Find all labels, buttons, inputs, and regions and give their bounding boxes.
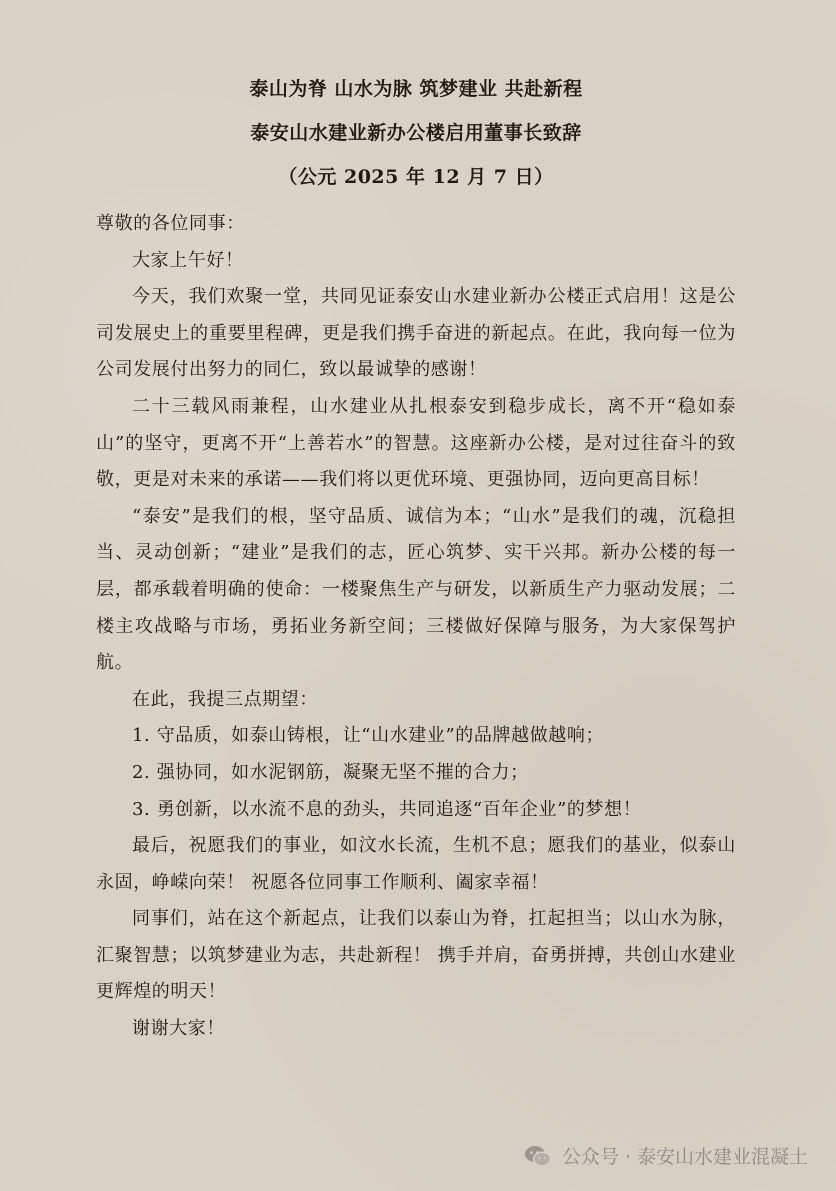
- paragraph-expectations-intro: 在此，我提三点期望：: [132, 688, 318, 710]
- expectation-item-1: 1. 守品质，如泰山铸根，让“山水建业”的品牌越做越响；: [132, 725, 605, 747]
- document-subtitle: 泰安山水建业新办公楼启用董事长致辞: [250, 122, 582, 144]
- watermark-text: 公众号 · 泰安山水建业混凝土: [561, 1146, 808, 1168]
- paragraph-wishes: 最后，祝愿我们的事业，如汶水长流，生机不息；愿我们的基业，似泰山永固，峥嵘向荣！ 祝愿各位同事工作顺利、阖家幸福！: [96, 835, 736, 893]
- document-body: [96, 206, 736, 1048]
- paragraph-thanks: 谢谢大家！: [132, 1018, 225, 1040]
- expectation-item-2: 2. 强协同，如水泥钢筋，凝聚无坚不摧的合力；: [132, 761, 529, 783]
- document-title: 泰山为脊 山水为脉 筑梦建业 共赴新程: [249, 78, 583, 100]
- salutation: 尊敬的各位同事：: [96, 213, 245, 234]
- paragraph-opening: 今天，我们欢聚一堂，共同见证泰安山水建业新办公楼正式启用！这是公司发展史上的重要里程碑，更是我们携手奋进的新起点。在此，我向每一位为公司发展付出努力的同仁，致以最诚挚的感谢！: [96, 286, 736, 381]
- paragraph-history: 二十三载风雨兼程，山水建业从扎根泰安到稳步成长，离不开“稳如泰山”的坚守，更离不开“上善若水”的智慧。这座新办公楼，是对过往奋斗的致敬，更是对未来的承诺——我们将以更优环境、更强协同，迈向更高目标！: [96, 395, 736, 491]
- paragraph-greeting: 大家上午好！: [132, 249, 244, 271]
- watermark: [524, 1142, 808, 1169]
- document-content: [96, 76, 736, 1048]
- paragraph-mission: “泰安”是我们的根，坚守品质、诚信为本；“山水”是我们的魂，沉稳担当、灵动创新；“建业”是我们的志，匠心筑梦、实干兴邦。新办公楼的每一层，都承载着明确的使命：一楼聚焦生产与研发，以新质生产力驱动发展；二楼主攻战略与市场，勇拓业务新空间；三楼做好保障与服务，为大家保驾护航。: [96, 505, 736, 674]
- expectation-item-3: 3. 勇创新，以水流不息的劲头，共同追逐“百年企业”的梦想！: [132, 798, 642, 820]
- wechat-icon: [524, 1144, 552, 1168]
- document-date: （公元 2025 年 12 月 7 日）: [278, 166, 554, 188]
- paragraph-closing: 同事们，站在这个新起点，让我们以泰山为脊，扛起担当；以山水为脉，汇聚智慧；以筑梦建业为志，共赴新程！ 携手并肩，奋勇拼搏，共创山水建业更辉煌的明天！: [96, 908, 736, 1003]
